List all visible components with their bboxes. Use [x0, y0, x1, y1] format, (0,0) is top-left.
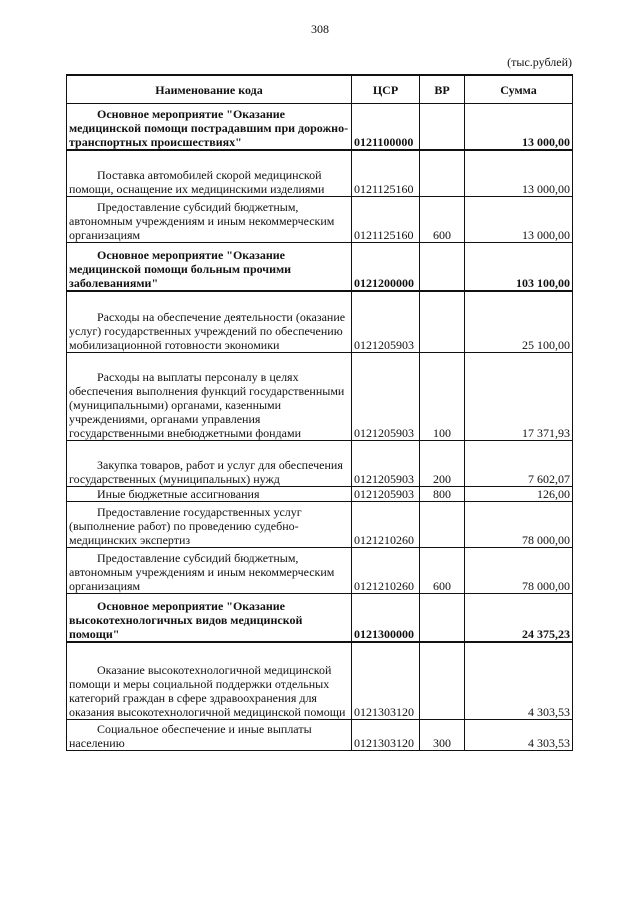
cell-csr: 0121200000: [352, 243, 420, 292]
cell-sum: 13 000,00: [465, 150, 573, 197]
cell-csr: 0121205903: [352, 441, 420, 487]
cell-sum: 13 000,00: [465, 197, 573, 243]
cell-sum: 25 100,00: [465, 291, 573, 353]
budget-table: [66, 74, 573, 751]
cell-vr: [420, 502, 465, 548]
table-row: [67, 548, 573, 594]
cell-csr: 0121205903: [352, 291, 420, 353]
table-row: [67, 502, 573, 548]
units-label: (тыс.рублей): [507, 55, 572, 69]
cell-name: Расходы на выплаты персоналу в целях обеспечения выполнения функций государственными (муниципальными) органами, казенными учреждениями, органами управления государственными внебюджетными фондами: [67, 353, 352, 441]
cell-vr: [420, 104, 465, 151]
page-number: 308: [311, 22, 329, 36]
cell-vr: [420, 594, 465, 643]
table-header-row: [67, 75, 573, 104]
cell-csr: 0121205903: [352, 487, 420, 502]
cell-sum: 7 602,07: [465, 441, 573, 487]
cell-name: Иные бюджетные ассигнования: [67, 487, 352, 502]
cell-csr: 0121125160: [352, 197, 420, 243]
cell-vr: [420, 243, 465, 292]
cell-csr: 0121303120: [352, 642, 420, 720]
cell-sum: 78 000,00: [465, 548, 573, 594]
header-name: Наименование кода: [67, 75, 352, 104]
header-csr: ЦСР: [352, 75, 420, 104]
cell-vr: [420, 642, 465, 720]
cell-sum: 24 375,23: [465, 594, 573, 643]
cell-name: Основное мероприятие "Оказание медицинской помощи пострадавшим при дорожно-транспортных происшествиях": [67, 104, 352, 151]
cell-sum: 4 303,53: [465, 642, 573, 720]
table-row: [67, 291, 573, 353]
cell-csr: 0121205903: [352, 353, 420, 441]
cell-name: Основное мероприятие "Оказание медицинской помощи больным прочими заболеваниями": [67, 243, 352, 292]
cell-name: Предоставление субсидий бюджетным, автономным учреждениям и иным некоммерческим организациям: [67, 197, 352, 243]
cell-csr: 0121303120: [352, 720, 420, 751]
table-row: [67, 487, 573, 502]
cell-name: Основное мероприятие "Оказание высокотехнологичных видов медицинской помощи": [67, 594, 352, 643]
cell-csr: 0121100000: [352, 104, 420, 151]
table-row-main-activity: [67, 104, 573, 151]
cell-vr: 800: [420, 487, 465, 502]
cell-name: Закупка товаров, работ и услуг для обеспечения государственных (муниципальных) нужд: [67, 441, 352, 487]
cell-sum: 126,00: [465, 487, 573, 502]
table-body: [67, 104, 573, 751]
cell-name: Оказание высокотехнологичной медицинской помощи и меры социальной поддержки отдельных категорий граждан в сфере здравоохранения для оказания высокотехнологичной медицинской помощи: [67, 642, 352, 720]
cell-name: Предоставление субсидий бюджетным, автономным учреждениям и иным некоммерческим организациям: [67, 548, 352, 594]
table-row: [67, 197, 573, 243]
cell-vr: 100: [420, 353, 465, 441]
table-row-main-activity: [67, 243, 573, 292]
cell-name: Социальное обеспечение и иные выплаты населению: [67, 720, 352, 751]
cell-vr: 600: [420, 548, 465, 594]
cell-vr: [420, 291, 465, 353]
cell-sum: 17 371,93: [465, 353, 573, 441]
cell-name: Расходы на обеспечение деятельности (оказание услуг) государственных учреждений по обеспечению мобилизационной готовности экономики: [67, 291, 352, 353]
table-row: [67, 642, 573, 720]
cell-vr: 300: [420, 720, 465, 751]
cell-vr: [420, 150, 465, 197]
cell-csr: 0121125160: [352, 150, 420, 197]
cell-name: Предоставление государственных услуг (выполнение работ) по проведению судебно-медицинских экспертиз: [67, 502, 352, 548]
table-row: [67, 441, 573, 487]
cell-sum: 13 000,00: [465, 104, 573, 151]
cell-csr: 0121300000: [352, 594, 420, 643]
table-row-main-activity: [67, 594, 573, 643]
cell-csr: 0121210260: [352, 548, 420, 594]
cell-sum: 78 000,00: [465, 502, 573, 548]
table-row: [67, 353, 573, 441]
cell-vr: 600: [420, 197, 465, 243]
header-sum: Сумма: [465, 75, 573, 104]
table-row: [67, 720, 573, 751]
cell-sum: 4 303,53: [465, 720, 573, 751]
header-vr: ВР: [420, 75, 465, 104]
cell-sum: 103 100,00: [465, 243, 573, 292]
cell-csr: 0121210260: [352, 502, 420, 548]
table-row: [67, 150, 573, 197]
cell-vr: 200: [420, 441, 465, 487]
cell-name: Поставка автомобилей скорой медицинской помощи, оснащение их медицинскими изделиями: [67, 150, 352, 197]
